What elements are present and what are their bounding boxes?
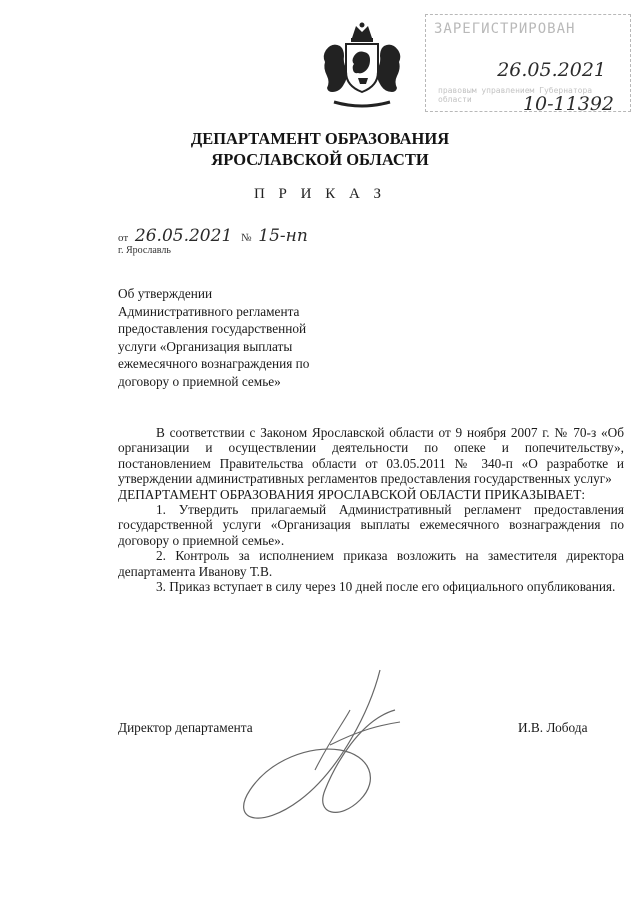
registration-stamp — [425, 14, 631, 115]
subject-line: ежемесячного вознаграждения по — [118, 356, 310, 371]
signatory-name: И.В. Лобода — [518, 720, 588, 735]
order-subject — [118, 285, 378, 390]
stamp-date: 26.05.2021 — [497, 59, 606, 81]
department-title — [0, 128, 640, 170]
subject-line: договору о приемной семье» — [118, 373, 281, 389]
stamp-small-text: правовым управлением Губернатора области — [438, 86, 593, 104]
order-item: 1. Утвердить прилагаемый Административный регламент предоставления государственной услуги «Организация выплаты ежемесячного вознаграждения по договору о приемной семье». — [118, 502, 624, 548]
order-item: 2. Контроль за исполнением приказа возложить на заместителя директора департамента Иванову Т.В. — [118, 548, 624, 579]
subject-line: услуги «Организация выплаты — [118, 338, 293, 354]
department-line-2: ЯРОСЛАВСКОЙ ОБЛАСТИ — [211, 150, 429, 169]
order-number: 15-нп — [258, 226, 308, 246]
stamp-title: ЗАРЕГИСТРИРОВАН — [434, 21, 576, 37]
stamp-number: 10-11392 — [522, 93, 614, 115]
date-prefix: от — [118, 232, 129, 244]
city: г. Ярославль — [118, 245, 171, 256]
department-line-1: ДЕПАРТАМЕНТ ОБРАЗОВАНИЯ — [190, 129, 450, 148]
order-body — [118, 425, 624, 594]
order-item: 3. Приказ вступает в силу через 10 дней после его официального опубликования. — [156, 579, 616, 595]
handwritten-signature — [220, 650, 420, 870]
signatory-position: Директор департамента — [118, 720, 253, 735]
order-items — [118, 502, 624, 594]
order-date-number — [118, 226, 314, 246]
order-date: 26.05.2021 — [134, 226, 233, 246]
subject-line: Административного регламента — [118, 303, 300, 319]
orders-heading: ДЕПАРТАМЕНТ ОБРАЗОВАНИЯ ЯРОСЛАВСКОЙ ОБЛАСТИ ПРИКАЗЫВАЕТ: — [118, 486, 586, 502]
document-type: П Р И К А З — [253, 186, 387, 202]
coat-of-arms-icon — [316, 20, 408, 112]
preamble: В соответствии с Законом Ярославской области от 9 ноября 2007 г. № 70-з «Об организации и осуществлении деятельности по опеке и попечительству», постановлением Правительства области от 03.05.2011 № 340-п «О разработке и утверждении административных регламентов предоставления государственных услуг» — [118, 425, 624, 487]
subject-line: Об утверждении — [118, 286, 213, 301]
number-prefix: № — [241, 232, 252, 244]
subject-line: предоставления государственной — [118, 321, 307, 336]
